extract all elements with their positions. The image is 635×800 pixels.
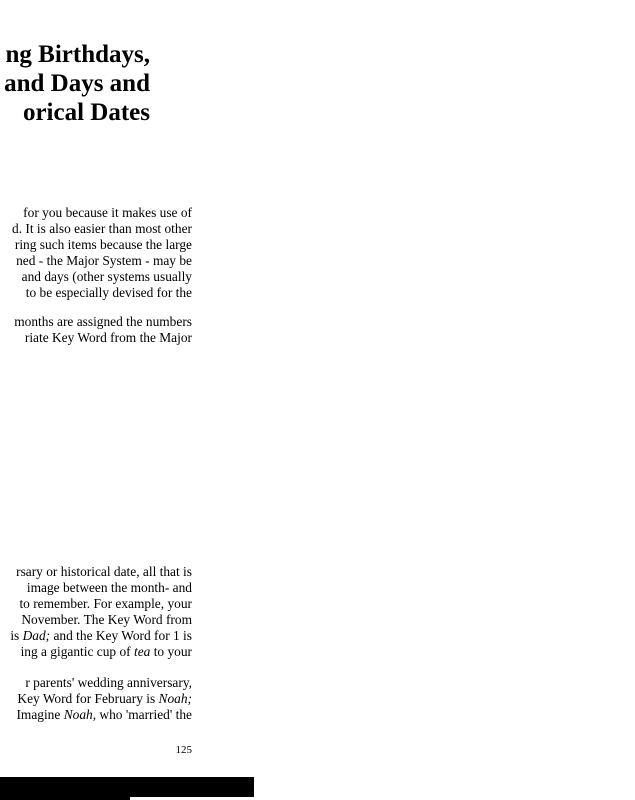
text-line: Key Word for February is Noah; xyxy=(17,691,192,706)
text-line: d. It is also easier than most other xyxy=(12,221,192,236)
text-line: to be especially devised for the xyxy=(25,285,192,300)
chapter-title-line: and Days and xyxy=(4,70,150,97)
text-line: ned - the Major System - may be xyxy=(16,253,192,268)
text-line: riate Key Word from the Major xyxy=(24,330,192,345)
text-line: and days (other systems usually xyxy=(21,269,192,284)
text-line: for you because it makes use of xyxy=(23,205,192,220)
emphasized-key-word: Noah; xyxy=(158,691,192,706)
body-paragraph xyxy=(0,564,192,660)
text-line: to remember. For example, your xyxy=(19,596,192,611)
text-line: months are assigned the numbers xyxy=(14,314,192,329)
text-line: ing a gigantic cup of tea to your xyxy=(20,644,192,659)
emphasized-key-word: tea xyxy=(133,644,151,659)
body-paragraph xyxy=(0,675,192,723)
text-line: ring such items because the large xyxy=(14,237,192,252)
body-paragraph xyxy=(0,205,192,301)
chapter-title-line: ng Birthdays, xyxy=(5,41,150,68)
text-line: image between the month- and xyxy=(26,580,192,595)
text-line: rsary or historical date, all that is xyxy=(16,564,192,579)
text-line: November. The Key Word from xyxy=(21,612,192,627)
body-paragraph xyxy=(0,314,192,346)
chapter-title xyxy=(0,40,150,127)
emphasized-key-word: Dad; xyxy=(22,628,51,643)
text-line: is Dad; and the Key Word for 1 is xyxy=(10,628,192,643)
page-number: 125 xyxy=(175,744,192,756)
text-line: r parents' wedding anniversary, xyxy=(25,675,192,690)
chapter-title-line: orical Dates xyxy=(22,99,150,126)
emphasized-key-word: Noah, xyxy=(63,707,97,722)
text-line: Imagine Noah, who 'married' the xyxy=(16,707,192,722)
